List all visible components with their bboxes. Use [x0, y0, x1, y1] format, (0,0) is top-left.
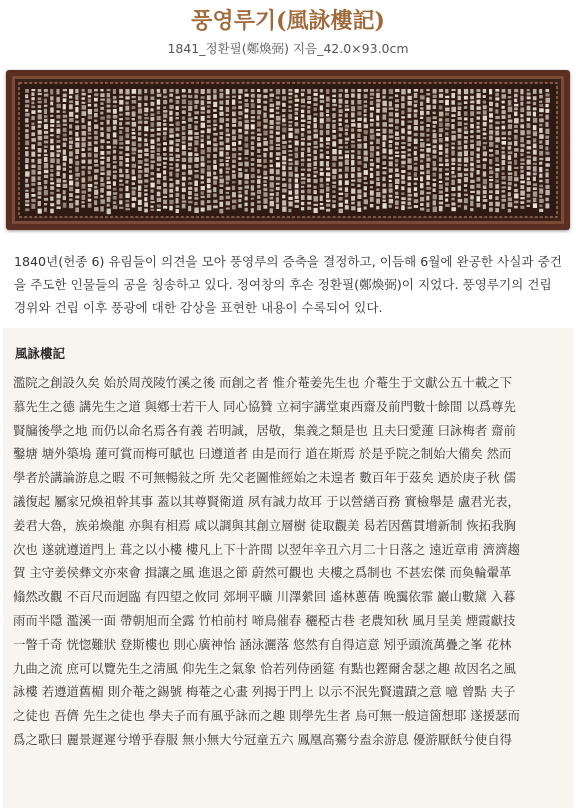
text-line: 賀 主守姜侯彝文亦來會 揖讓之風 進退之節 蔚然可觀也 夫樓之爲制也 不甚宏傑 而奐輪翬革: [13, 565, 512, 581]
page-title: 풍영루기(風詠樓記): [191, 8, 385, 34]
text-line: 一瞥千奇 恍惚難狀 登斯樓也 則心廣神怡 涵泳灑落 悠然有自得這意 矧乎頭流萬疊之峯 花林: [13, 636, 512, 652]
text-line: 九曲之流 庶可以覽先生之淸風 仰先生之氣象 恰若列侍函筵 有點也鏗爾舍瑟之趣 故因名之風: [13, 660, 516, 676]
original-text-heading: 風詠樓記: [15, 346, 66, 361]
text-line: 爲之歌曰 麗景遲遲兮增乎春服 無小無大兮冠童五六 鳳凰高騫兮盍余游息 優游厭飫兮使自得: [13, 731, 512, 747]
original-text-body: [13, 371, 565, 752]
text-line: 鑿塘 塘外築塢 蓮可賞而梅可賦也 曰遵道者 由是而行 道在斯焉 於是乎院之制始大備矣 然而: [13, 446, 512, 462]
text-line: 慕先生之德 講先生之道 與鄕士若干人 同心協贊 立祠宇講堂東西齋及前門數十餘間 以爲尊先: [13, 398, 516, 414]
page-subtitle: 1841_정환필(鄭煥弼) 지음_42.0×93.0cm: [167, 41, 409, 56]
text-line: 學者於講論游息之暇 不可無暢敍之所 先父老圖惟經始之未遑者 數百年于茲矣 迺於庚子秋 儒: [13, 470, 516, 486]
text-line: 雨而半隱 濫溪一面 帶朝旭而全露 竹柏前村 啼鳥催春 穲稏古巷 老農知秋 風月呈美 煙霞獻技: [13, 612, 516, 628]
text-line: 濫院之創設久矣 始於周茂陵竹溪之後 而創之者 惟介菴姜先生也 介菴生于文獻公五十載之下: [13, 375, 512, 390]
description-text: 1840년(헌종 6) 유림들이 의견을 모아 풍영루의 증축을 결정하고, 이듬해 6월에 완공한 사실과 중건을 주도한 인물들의 공을 칭송하고 있다. 정여창의 후손 정환필(鄭煥弼)이 지었다. 풍영루기의 건립 경위와 건립 이후 풍광에 대한 감상을 표현한 내용이 수록되어 있다.: [14, 254, 562, 315]
text-line: 次也 遂就遵道門上 葺之以小樓 樓凡上下十許間 以翌年辛丑六月二十日落之 遠近章甫 濟濟趨: [13, 541, 520, 557]
text-line: 議復起 屬家兄煥祖幹其事 蓋以其尊賢衛道 夙有誠力故耳 于以營繕百務 實檢舉是 盧君光表，: [13, 493, 520, 509]
text-line: 翛然改觀 不百尺而迥臨 有四望之攸同 郊坰平曠 川澤縈回 遙林蔥蒨 晚靄依霏 巖山數黛 入暮: [13, 589, 516, 605]
carved-text-columns: [15, 79, 561, 221]
signboard-image: [6, 70, 570, 230]
original-text-box: [3, 328, 573, 808]
text-line: 之徒也 吾儕 先生之徒也 學夫子而有風乎詠而之趣 則學先生者 烏可無一般這箇想耶 遂援瑟而: [13, 708, 520, 724]
text-line: 賢牖後學之地 而仍以命名焉各有義 若明誠，居敬，集義之類是也 且夫曰愛蓮 曰詠梅者 齋前: [13, 422, 516, 438]
text-line: 姜君大魯，族弟煥龍 亦與有相焉 咸以調與其創立層樹 徒取觀美 曷若因舊貫增新制 恢拓我胸: [13, 517, 516, 533]
text-line: 詠樓 若遵道舊楣 則介菴之錫號 梅菴之心畫 列揭于門上 以示不泯先賢遺蹟之意 噫 曾點 夫子: [13, 684, 516, 700]
